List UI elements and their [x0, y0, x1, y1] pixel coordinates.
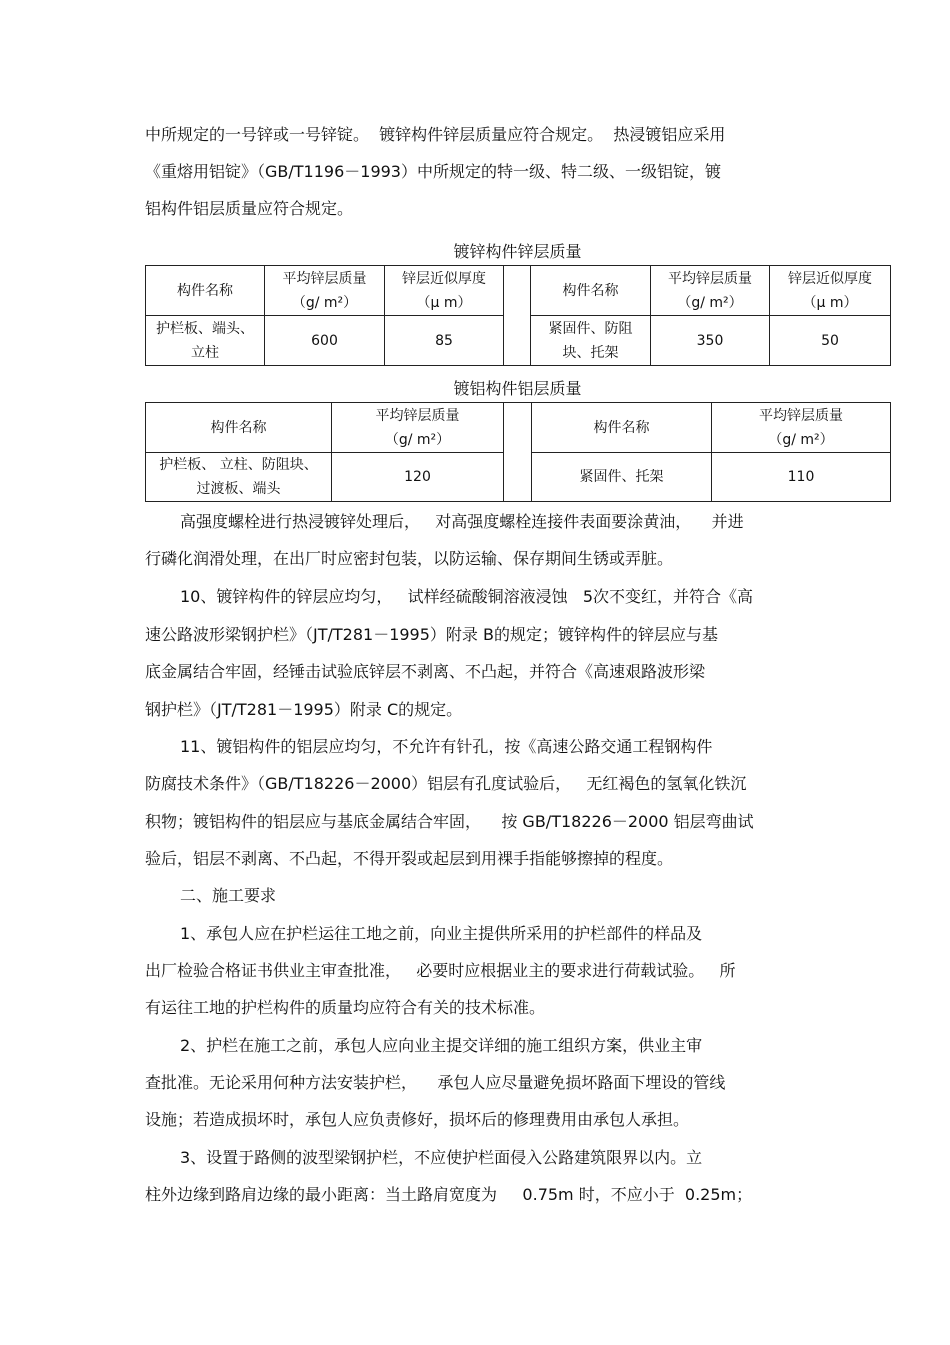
- component-name-cell: 护栏板、端头、 立柱: [146, 316, 265, 366]
- paragraph-line: 钢护栏》（JT/T281－1995）附录 C的规定。: [145, 700, 463, 719]
- header-cell: 平均锌层质量 （g/ m²）: [651, 266, 770, 316]
- paragraph-line: 中所规定的一号锌或一号锌锭。 镀锌构件锌层质量应符合规定。 热浸镀铝应采用: [145, 125, 726, 144]
- header-cell: 构件名称: [531, 266, 651, 316]
- paragraph-line: 积物；镀铝构件的铝层应与基底金属结合牢固， 按 GB/T18226－2000 铝层弯曲试: [145, 812, 754, 831]
- header-cell: 平均锌层质量 （g/ m²）: [332, 403, 504, 453]
- header-cell: 锌层近似厚度 （μ m）: [770, 266, 891, 316]
- paragraph-line: 设施；若造成损坏时，承包人应负责修好，损坏后的修理费用由承包人承担。: [145, 1110, 690, 1129]
- section-heading: 二、施工要求: [180, 886, 277, 905]
- aluminum-table-caption: 镀铝构件铝层质量: [453, 379, 582, 398]
- paragraph-line: 3、设置于路侧的波型梁钢护栏，不应使护栏面侵入公路建筑限界以内。立: [180, 1148, 703, 1167]
- header-cell: 平均锌层质量 （g/ m²）: [712, 403, 891, 453]
- paragraph-line: 速公路波形梁钢护栏》（JT/T281－1995）附录 B的规定；镀锌构件的锌层应与基: [145, 625, 718, 644]
- paragraph-line: 出厂检验合格证书供业主审查批准， 必要时应根据业主的要求进行荷载试验。 所: [145, 961, 736, 980]
- paragraph-line: 高强度螺栓进行热浸镀锌处理后， 对高强度螺栓连接件表面要涂黄油， 并进: [180, 512, 744, 531]
- mass-cell: 350: [651, 316, 770, 366]
- paragraph-line: 防腐技术条件》（GB/T18226－2000）铝层有孔度试验后， 无红褐色的氢氧化铁沉: [145, 774, 747, 793]
- header-cell: 平均锌层质量 （g/ m²）: [265, 266, 385, 316]
- paragraph-line: 底金属结合牢固，经锤击试验底锌层不剥离、不凸起，并符合《高速艰路波形梁: [145, 662, 706, 681]
- paragraph-line: 有运往工地的护栏构件的质量均应符合有关的技术标准。: [145, 998, 546, 1017]
- aluminum-coating-table: [145, 402, 891, 502]
- paragraph-line: 查批准。无论采用何种方法安装护栏， 承包人应尽量避免损坏路面下埋设的管线: [145, 1073, 726, 1092]
- table-gap: [504, 266, 531, 366]
- zinc-table-caption: 镀锌构件锌层质量: [453, 242, 582, 261]
- thickness-cell: 50: [770, 316, 891, 366]
- mass-cell: 600: [265, 316, 385, 366]
- component-name-cell: 护栏板、 立柱、防阻块、 过渡板、端头: [146, 453, 332, 502]
- table-gap: [504, 403, 532, 502]
- zinc-coating-table: [145, 265, 891, 366]
- paragraph-line: 铝构件铝层质量应符合规定。: [145, 199, 354, 218]
- mass-cell: 120: [332, 453, 504, 502]
- paragraph-line: 11、镀铝构件的铝层应均匀，不允许有针孔，按《高速公路交通工程钢构件: [180, 737, 713, 756]
- header-cell: 构件名称: [146, 266, 265, 316]
- table-header-row: [146, 403, 891, 453]
- paragraph-line: 1、承包人应在护栏运往工地之前，向业主提供所采用的护栏部件的样品及: [180, 924, 703, 943]
- thickness-cell: 85: [385, 316, 504, 366]
- paragraph-line: 柱外边缘到路肩边缘的最小距离：当土路肩宽度为 0.75m 时，不应小于 0.25m；: [145, 1185, 753, 1204]
- header-cell: 构件名称: [146, 403, 332, 453]
- paragraph-line: 验后，铝层不剥离、不凸起，不得开裂或起层到用裸手指能够擦掉的程度。: [145, 849, 674, 868]
- header-cell: 构件名称: [532, 403, 712, 453]
- header-cell: 锌层近似厚度 （μ m）: [385, 266, 504, 316]
- paragraph-line: 2、护栏在施工之前，承包人应向业主提交详细的施工组织方案，供业主审: [180, 1036, 703, 1055]
- component-name-cell: 紧固件、防阻 块、托架: [531, 316, 651, 366]
- paragraph-line: 《重熔用铝锭》（GB/T1196－1993）中所规定的特一级、特二级、一级铝锭，镀: [145, 162, 721, 181]
- paragraph-line: 行磷化润滑处理，在出厂时应密封包装，以防运输、保存期间生锈或弄脏。: [145, 549, 674, 568]
- paragraph-line: 10、镀锌构件的锌层应均匀， 试样经硫酸铜溶液浸蚀 5次不变红，并符合《高: [180, 587, 754, 606]
- component-name-cell: 紧固件、托架: [532, 453, 712, 502]
- mass-cell: 110: [712, 453, 891, 502]
- table-header-row: [146, 266, 891, 316]
